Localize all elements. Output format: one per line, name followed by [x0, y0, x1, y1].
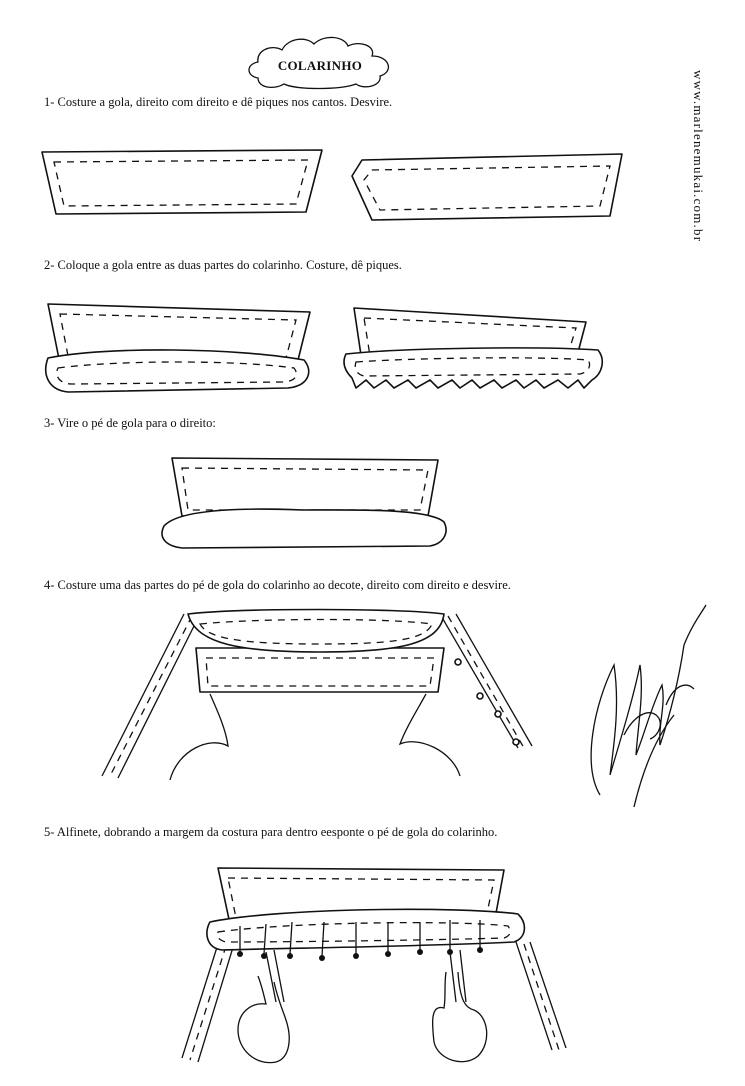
website-url: www.marlenemukai.com.br — [691, 70, 706, 243]
step-5-label: 5- Alfinete, dobrando a margem da costura para dentro eesponte o pé de gola do colarinho. — [44, 825, 498, 839]
collar-turned-right-side-out-drawing — [348, 150, 628, 224]
band-attached-to-neckline-drawing — [100, 600, 540, 790]
page-title: COLARINHO — [277, 58, 363, 73]
signature — [574, 585, 714, 815]
step-2-label: 2- Coloque a gola entre as duas partes do colarinho. Costure, dê piques. — [44, 258, 402, 272]
step-1-label: 1- Costure a gola, direito com direito e dê piques nos cantos. Desvire. — [44, 95, 393, 109]
band-turned-drawing — [152, 452, 452, 552]
title-cloud — [244, 34, 396, 94]
step-4-label: 4- Costure uma das partes do pé de gola do colarinho ao decote, direito com direito e desvire. — [44, 578, 511, 592]
band-clipped-drawing — [340, 304, 610, 396]
step-3-label: 3- Vire o pé de gola para o direito: — [44, 416, 216, 430]
band-pinned-topstitched-drawing — [178, 862, 568, 1072]
collar-sewn-inside-out-drawing — [38, 146, 328, 216]
collar-between-band-pieces-drawing — [38, 298, 316, 398]
